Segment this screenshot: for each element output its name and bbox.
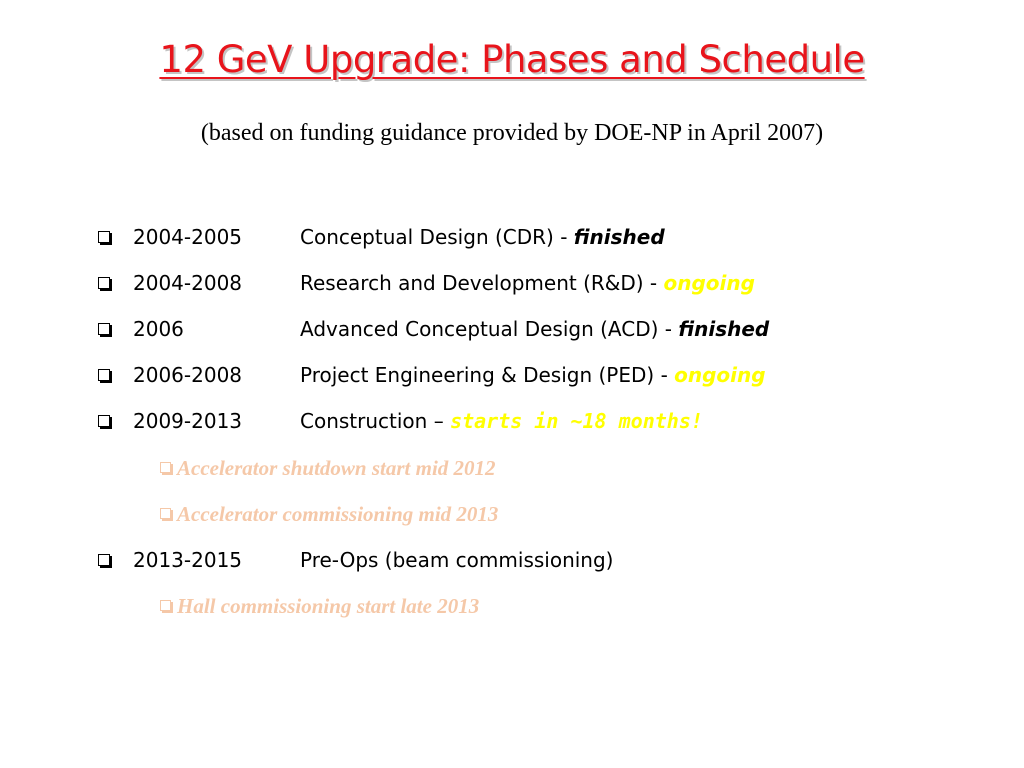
sub-list-item [0, 591, 1024, 621]
sub-item-text: Accelerator shutdown start mid 2012 [177, 456, 496, 480]
item-description-text: Advanced Conceptual Design (ACD) - [300, 317, 679, 341]
item-years: 2006 [133, 317, 184, 341]
checkbox-bullet-icon [98, 369, 110, 381]
item-description: Pre-Ops (beam commissioning) [300, 548, 614, 572]
checkbox-bullet-icon [98, 554, 110, 566]
checkbox-bullet-icon [160, 600, 171, 611]
list-item [0, 545, 1024, 575]
slide-title: 12 GeV Upgrade: Phases and Schedule [159, 38, 865, 81]
list-item [0, 268, 1024, 298]
list-item [0, 406, 1024, 436]
item-description [300, 268, 755, 298]
item-description-text: Conceptual Design (CDR) - [300, 225, 574, 249]
checkbox-bullet-icon [98, 415, 110, 427]
item-status: ongoing [663, 271, 755, 295]
item-years: 2009-2013 [133, 409, 243, 433]
sub-item-text: Hall commissioning start late 2013 [177, 594, 480, 618]
checkbox-bullet-icon [98, 323, 110, 335]
sub-list-item [0, 453, 1024, 483]
sub-list-item [0, 499, 1024, 529]
item-description [300, 406, 703, 436]
checkbox-bullet-icon [98, 231, 110, 243]
item-description [300, 314, 769, 344]
item-status: starts in ~18 months! [450, 409, 703, 433]
checkbox-bullet-icon [160, 508, 171, 519]
item-description [300, 360, 766, 390]
item-years: 2004-2008 [133, 271, 243, 295]
checkbox-bullet-icon [160, 462, 171, 473]
list-item [0, 314, 1024, 344]
item-status: finished [678, 317, 770, 341]
sub-item-text: Accelerator commissioning mid 2013 [177, 502, 499, 526]
list-item [0, 360, 1024, 390]
list-item [0, 222, 1024, 252]
checkbox-bullet-icon [98, 277, 110, 289]
item-description-text: Research and Development (R&D) - [300, 271, 664, 295]
item-status: ongoing [674, 363, 766, 387]
item-description-text: Project Engineering & Design (PED) - [300, 363, 675, 387]
item-description [300, 222, 665, 252]
item-years: 2013-2015 [133, 548, 243, 572]
item-years: 2004-2005 [133, 225, 243, 249]
item-years: 2006-2008 [133, 363, 243, 387]
item-status: finished [573, 225, 665, 249]
slide-subtitle: (based on funding guidance provided by DOE-NP in April 2007) [200, 120, 824, 146]
item-description-text: Construction – [300, 409, 451, 433]
